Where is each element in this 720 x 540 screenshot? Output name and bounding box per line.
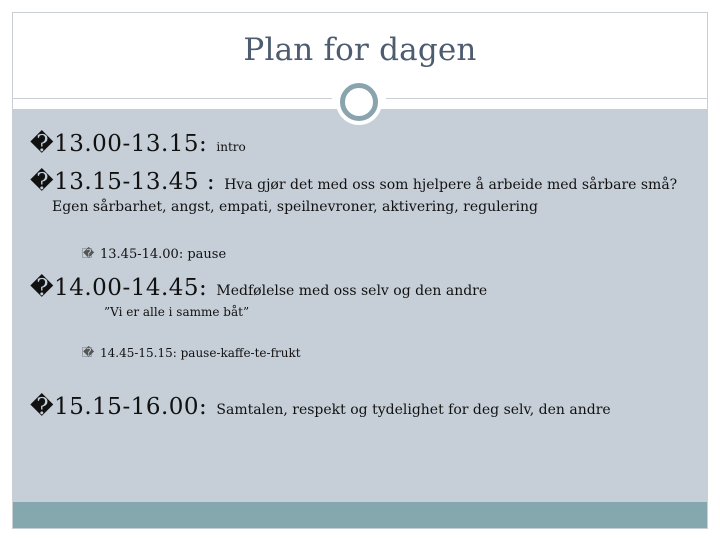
sub-bullet-icon: � [83,247,95,260]
agenda-subline: Egen sårbarhet, angst, empati, speilnevroner, aktivering, regulering [52,199,539,215]
agenda-item-2 [30,169,677,195]
break-item-1 [82,247,226,262]
agenda-subline: ”Vi er alle i samme båt” [104,305,250,319]
agenda-description: Hva gjør det med oss som hjelpere å arbeide med sårbare små? [224,177,678,193]
agenda-time: 13.15-13.45 : [54,169,216,195]
bullet-icon: � [30,131,55,157]
bullet-icon: � [30,394,55,420]
circle-ornament-inner [340,83,378,121]
break-item-2 [82,346,301,360]
divider-line-right [386,98,708,99]
bullet-icon: � [30,169,55,195]
agenda-item-3 [30,275,487,301]
page-title: Plan for dagen [243,32,477,68]
agenda-description: Medfølelse med oss selv og den andre [216,283,488,299]
agenda-item-4 [30,394,611,420]
agenda-description: intro [216,140,246,154]
agenda-description: Samtalen, respekt og tydelighet for deg selv, den andre [216,402,611,418]
divider-line-left [12,98,332,99]
sub-bullet-icon: � [83,346,95,359]
agenda-time: 15.15-16.00: [54,394,208,420]
agenda-time: 14.00-14.45: [54,275,208,301]
break-text: 13.45-14.00: pause [100,247,227,262]
circle-ornament-icon [336,79,382,125]
agenda-time: 13.00-13.15: [54,131,208,157]
agenda-item-1 [30,131,246,157]
bullet-icon: � [30,275,55,301]
break-text: 14.45-15.15: pause-kaffe-te-frukt [100,346,301,360]
